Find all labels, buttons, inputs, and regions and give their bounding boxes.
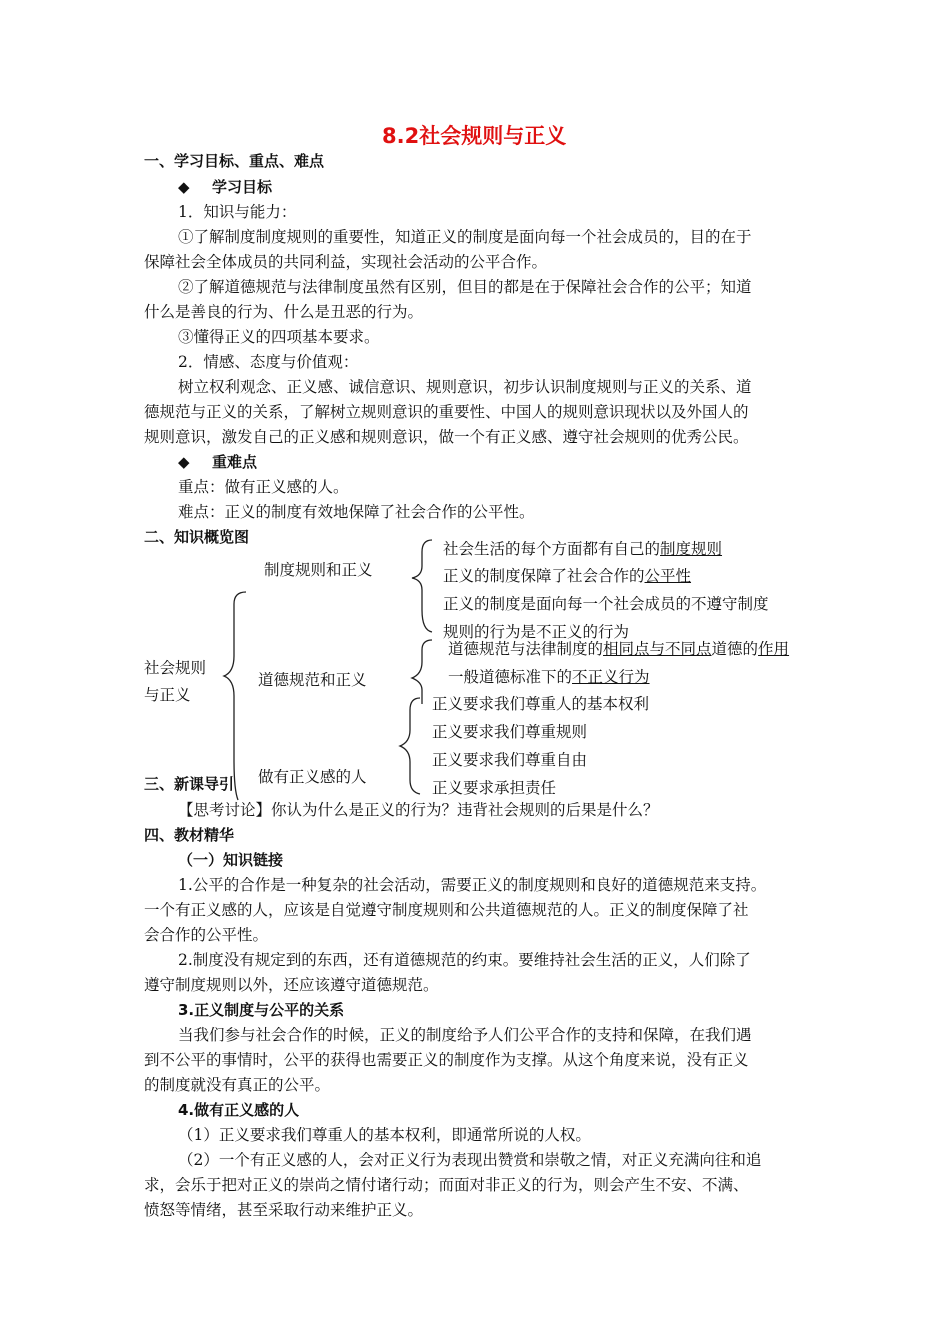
discussion-prompt: 【思考讨论】你认为什么是正义的行为？违背社会规则的后果是什么？ [178,801,659,819]
section-heading-1: 一、学习目标、重点、难点 [144,152,325,170]
paragraph: 德规范与正义的关系，了解树立规则意识的重要性、中国人的规则意识现状以及外国人的 [144,403,749,421]
paragraph: 2.制度没有规定到的东西，还有道德规范的约束。要维持社会生活的正义，人们除了 [178,951,751,969]
mindmap-leaf: 规则的行为是不正义的行为 [443,623,630,641]
paragraph: 愤怒等情绪，甚至采取行动来维护正义。 [144,1201,424,1219]
subsection-heading: 3.正义制度与公平的关系 [178,1001,345,1019]
paragraph: 树立权利观念、正义感、诚信意识、规则意识，初步认识制度规则与正义的关系、道 [178,378,752,396]
brace-n1 [412,540,432,632]
mindmap-leaf: 正义的制度保障了社会合作的公平性 [443,567,692,585]
bullet-icon: ◆ [178,453,190,471]
brace-n2 [412,640,432,704]
mindmap-leaf: 正义的制度是面向每一个社会成员的不遵守制度 [443,595,769,613]
mindmap-leaf: 正义要求承担责任 [432,779,557,797]
section-heading-3: 三、新课导引 [144,775,235,793]
paragraph: 遵守制度规则以外，还应该遵守道德规范。 [144,976,439,994]
key-points-label: 重难点 [212,453,258,471]
paragraph: 当我们参与社会合作的时候，正义的制度给予人们公平合作的支持和保障，在我们遇 [178,1026,752,1044]
paragraph: 什么是善良的行为、什么是丑恶的行为。 [144,303,424,321]
mindmap-node-2: 道德规范和正义 [258,671,367,689]
mindmap-leaf: 正义要求我们尊重自由 [432,751,588,769]
bullet-icon: ◆ [178,178,190,196]
section-heading-4: 四、教材精华 [144,826,235,844]
paragraph: 规则意识，激发自己的正义感和规则意识，做一个有正义感、遵守社会规则的优秀公民。 [144,428,749,446]
mindmap-root: 社会规则 [144,659,207,677]
paragraph: 会合作的公平性。 [144,926,269,944]
paragraph: ①了解制度制度规则的重要性，知道正义的制度是面向每一个社会成员的，目的在于 [178,228,752,246]
subsection-heading: 4.做有正义感的人 [178,1101,300,1119]
paragraph: （2）一个有正义感的人，会对正义行为表现出赞赏和崇敬之情，对正义充满向往和追 [178,1151,762,1169]
page-title: 8.2社会规则与正义 [382,124,567,148]
subsection-heading: （一）知识链接 [178,851,284,869]
paragraph: 到不公平的事情时，公平的获得也需要正义的制度作为支撑。从这个角度来说，没有正义 [144,1051,749,1069]
paragraph: 1.公平的合作是一种复杂的社会活动，需要正义的制度规则和良好的道德规范来支持。 [178,876,767,894]
paragraph: （1）正义要求我们尊重人的基本权利，即通常所说的人权。 [178,1126,591,1144]
key-point: 重点：做有正义感的人。 [178,478,349,496]
brace-root [224,592,246,800]
mindmap-node-3: 做有正义感的人 [258,768,367,786]
knowledge-heading: 1．知识与能力： [178,203,297,221]
mindmap-leaf: 社会生活的每个方面都有自己的制度规则 [443,540,723,558]
paragraph: ②了解道德规范与法律制度虽然有区别，但目的都是在于保障社会合作的公平；知道 [178,278,752,296]
paragraph: ③懂得正义的四项基本要求。 [178,328,380,346]
mindmap-leaf: 正义要求我们尊重人的基本权利 [432,695,650,713]
attitude-heading: 2．情感、态度与价值观： [178,353,359,371]
mindmap-node-1: 制度规则和正义 [264,561,373,579]
paragraph: 保障社会全体成员的共同利益，实现社会活动的公平合作。 [144,253,548,271]
mindmap-leaf: 道德规范与法律制度的相同点与不同点道德的作用 [448,640,790,658]
mindmap-leaf: 正义要求我们尊重规则 [432,723,588,741]
goals-label: 学习目标 [212,178,273,196]
section-heading-2: 二、知识概览图 [144,528,250,546]
brace-n3 [400,698,420,794]
paragraph: 的制度就没有真正的公平。 [144,1076,331,1094]
mindmap-root: 与正义 [144,686,191,704]
paragraph: 求，会乐于把对正义的崇尚之情付诸行动；而面对非正义的行为，则会产生不安、不满、 [144,1176,749,1194]
paragraph: 一个有正义感的人，应该是自觉遵守制度规则和公共道德规范的人。正义的制度保障了社 [144,901,749,919]
difficult-point: 难点：正义的制度有效地保障了社会合作的公平性。 [178,503,535,521]
mindmap-leaf: 一般道德标准下的不正义行为 [448,668,650,686]
